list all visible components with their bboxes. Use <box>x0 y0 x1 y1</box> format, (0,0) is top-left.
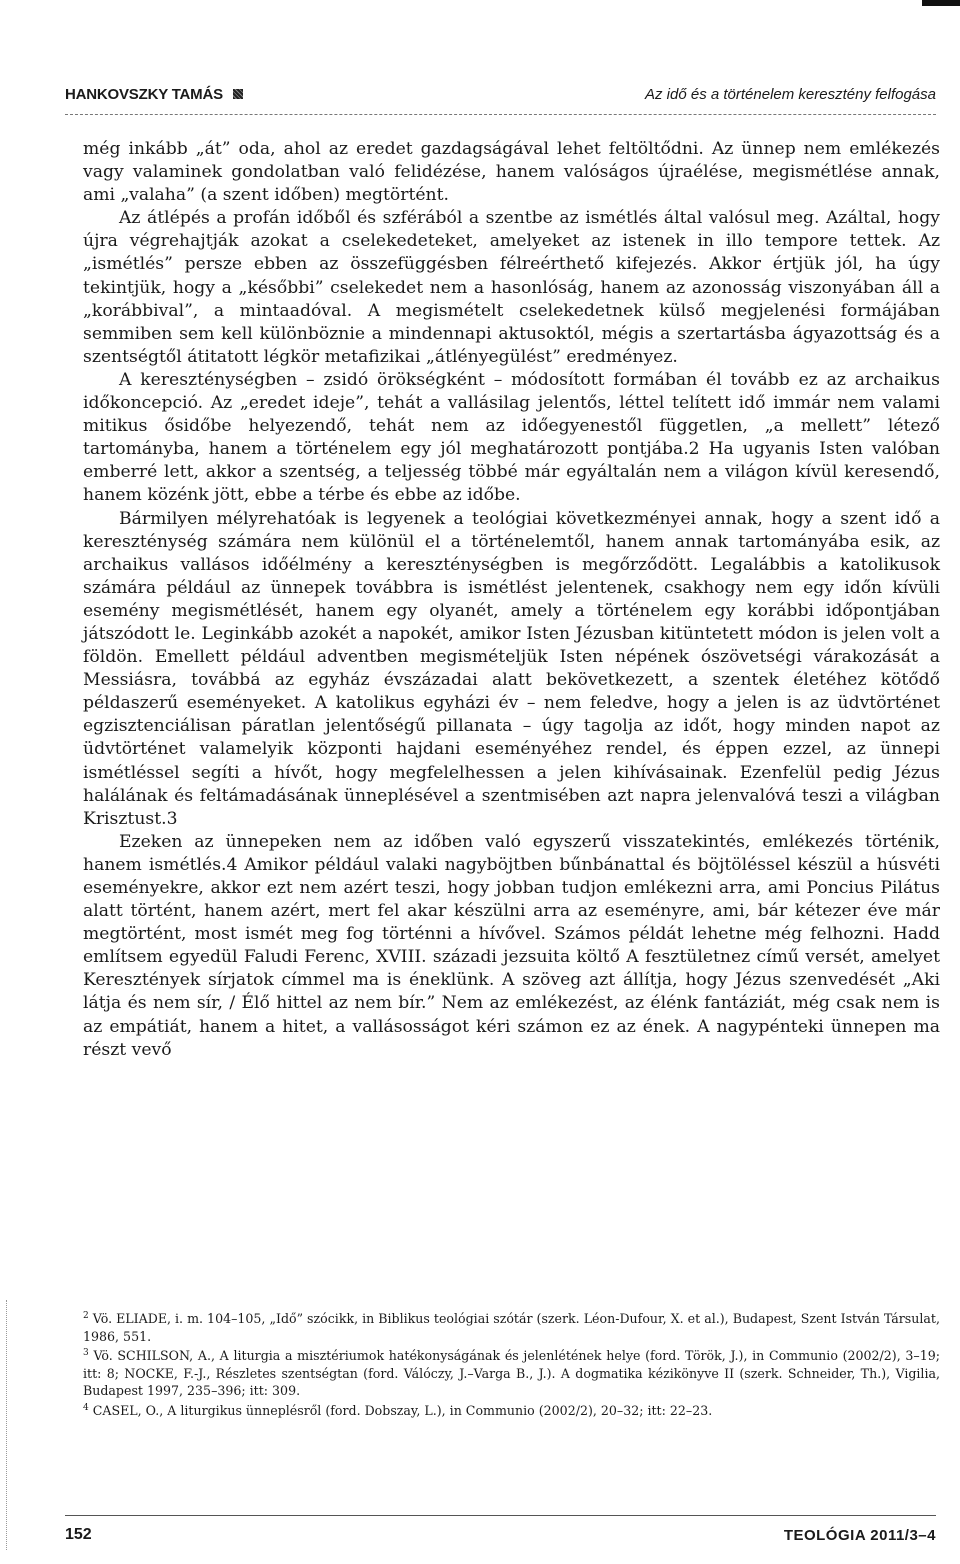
footnote-4-text: CASEL, O., A liturgikus ünneplésről (ford. Dobszay, L.), in Communio (2002/2), 20–32; itt: 22–23. <box>92 1402 713 1418</box>
header-title: Az idő és a történelem keresztény felfogása <box>645 85 936 103</box>
footnote-marker: 4 <box>83 1402 89 1413</box>
footnote-4 <box>83 1402 940 1420</box>
paragraph-1: még inkább „át” oda, ahol az eredet gazdagságával lehet feltöltődni. Az ünnep nem emlékezés vagy valaminek gondolatban való felidézése, hanem valóságos újraélése, megismétlése annak, ami „valaha” (a szent időben) megtörtént. <box>83 139 940 206</box>
footnote-2-text: Vö. ELIADE, i. m. 104–105, „Idő” szócikk, in Biblikus teológiai szótár (szerk. Léon-Dufour, X. et al.), Budapest, Szent István Társulat, 1986, 551. <box>83 1311 940 1344</box>
corner-mark <box>922 0 960 6</box>
header-author: HANKOVSZKY TAMÁS <box>65 85 223 103</box>
footer-divider <box>65 1515 936 1516</box>
footnote-2 <box>83 1310 940 1345</box>
paragraph-4: Bármilyen mélyrehatóak is legyenek a teológiai következményei annak, hogy a szent idő a kereszténység számára nem különül el a történelemtől, hanem annak tartományába esik, az archaikus vallásos időélmény a kereszténységben is megőrződött. Legalábbis a katolikusok számára például az ünnepek továbbra is ismétlést jelentenek, csakhogy nem egy időn kívüli esemény megismétlését, hanem egy olyanét, amely a történelem egy korábbi időpontjában játszódott le. Leginkább azokét a napokét, amikor Isten Jézusban kitüntetett módon is jelen volt a földön. Emellett például adventben megismételjük Isten népének ószövetségi várakozását a Messiásra, továbbá az egyház évszázadai alatt bekövetkezett, a szentek életéhez kötődő példaszerű eseményeket. A katolikus egyházi év – nem feledve, hogy a jelen is az üdvtörténet egzisztenciálisan páratlan jelentőségű pillanata – úgy tagolja az időt, hogy minden napot az üdvtörténet valamelyik központi hajdani eseményéhez rendel, és éppen ezzel, az ünnepi ismétléssel segíti a hívőt, hogy megfelelhessen a jelen kihívásainak. Ezenfelül pedig Jézus halálának és feltámadásának ünneplésével a szentmisében azt napra jelenvalóvá teszi a világban Krisztust.3 <box>83 508 940 829</box>
margin-scan-marks <box>6 1300 9 1550</box>
page-number: 152 <box>65 1526 92 1543</box>
running-footer <box>65 1524 936 1546</box>
paragraph-3: A kereszténységben – zsidó örökségként – módosított formában él tovább ez az archaikus időkoncepció. Az „eredet ideje”, tehát a vallásilag jelentős, léttel telített idő immár nem valami mitikus ősidőbe helyezendő, tehát nem az időegyenestől független, „a mellett” létező tartományba, hanem a történelem egy jól meghatározott pontjába.2 Ha ugyanis Isten valóban emberré lett, akkor a szentség, a teljesség többé már egyáltalán nem a világon kívül keresendő, hanem közénk jött, ebbe a térbe és ebbe az időbe. <box>83 369 940 506</box>
footnote-marker: 2 <box>83 1310 89 1321</box>
header-divider <box>65 114 936 115</box>
square-bullet-icon <box>233 89 243 99</box>
main-text <box>83 138 940 1062</box>
footnote-3 <box>83 1347 940 1400</box>
footnote-3-text: Vö. SCHILSON, A., A liturgia a misztériumok hatékonyságának és jelenlétének helye (ford. Török, J.), in Communio (2002/2), 3–19; itt: 8; NOCKE, F.-J., Részletes szentségtan (ford. Válóczy, J.–Varga B., J.). A dogmatika kézikönyve II (szerk. Schneider, Th.), Vigilia, Budapest 1997, 235–396; itt: 309. <box>83 1348 940 1398</box>
paragraph-2: Az átlépés a profán időből és szférából a szentbe az ismétlés által valósul meg. Azáltal, hogy újra végrehajtják azokat a cselekedeteket, amelyeket az istenek in illo tempore tettek. Az „ismétlés” persze ebben az összefüggésben félreérthető kifejezés. Akkor értjük jól, ha úgy tekintjük, hogy a „későbbi” cselekedet nem a hasonlóság, hanem az azonosság viszonyában áll a „korábbival”, a mintaadóval. A megismételt cselekedetnek külső megjelenési formájában semmiben sem kell különböznie a mindennapi aktusoktól, mégis a szertartásba ágyazottság és a szentségtől átitatott légkör metafizikai „átlényegülést” eredményez. <box>83 208 940 367</box>
header-author-group <box>65 86 243 103</box>
running-header <box>65 82 936 106</box>
journal-label: TEOLÓGIA 2011/3–4 <box>783 1526 936 1544</box>
footnote-marker: 3 <box>83 1347 89 1358</box>
paragraph-5: Ezeken az ünnepeken nem az időben való egyszerű visszatekintés, emlékezés történik, hanem ismétlés.4 Amikor például valaki nagyböjtben bűnbánattal és böjtöléssel készül a húsvéti eseményekre, akkor ezt nem azért teszi, hogy jobban tudjon emlékezni arra, ami Poncius Pilátus alatt történt, hanem azért, mert fel akar készülni arra az eseményre, ami, bár kétezer éve már megtörtént, most ismét meg fog történni a hívővel. Számos példát lehetne még felhozni. Hadd említsem egyedül Faludi Ferenc, XVIII. századi jezsuita költő A fesztületnez című versét, amelyet Keresztények sírjatok címmel ma is éneklünk. A szöveg azt állítja, hogy Jézus szenvedését „Aki látja és nem sír, / Élő hittel az nem bír.” Nem az emlékezést, az élénk fantáziát, még csak nem is az empátiát, hanem a hitet, a vallásosságot kéri számon ez az ének. A nagypénteki ünnepen ma részt vevő <box>83 831 940 1060</box>
footnotes <box>83 1310 940 1421</box>
